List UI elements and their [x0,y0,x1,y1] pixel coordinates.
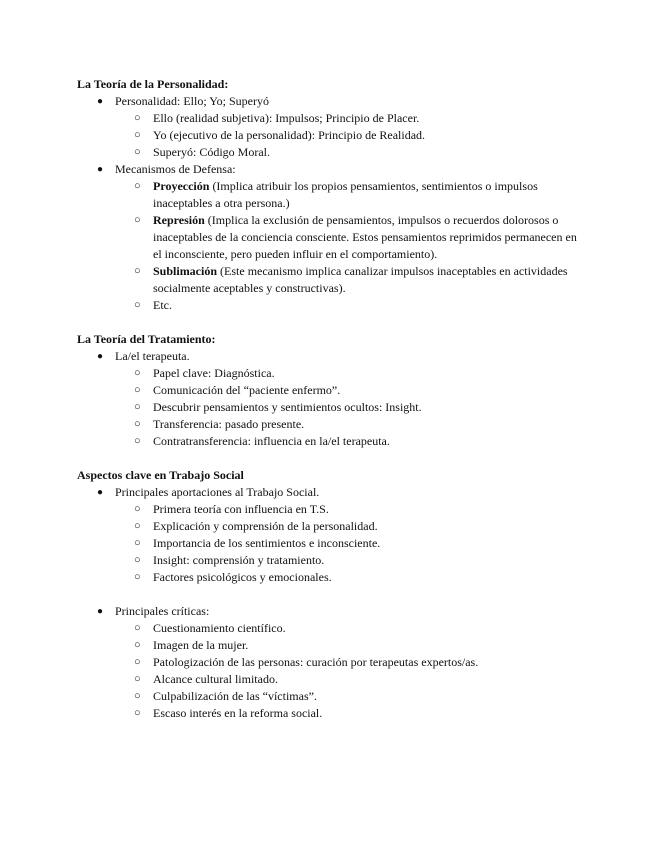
bullet-hollow-icon: ○ [134,299,141,311]
list-item-text: Mecanismos de Defensa: [115,162,236,176]
list-item-text: Principales críticas: [115,604,210,618]
sub-list [115,501,577,586]
sub-item-text: Explicación y comprensión de la personalidad. [153,519,378,533]
bullet-list [77,484,577,722]
bullet-hollow-icon: ○ [134,367,141,379]
sub-list [115,620,577,722]
bullet-filled-icon: ● [97,351,104,362]
bullet-hollow-icon: ○ [134,571,141,583]
sub-list-item [115,144,577,161]
sub-list-item [115,399,577,416]
bullet-hollow-icon: ○ [134,673,141,685]
sub-item-text: Patologización de las personas: curación por terapeutas expertos/as. [153,655,479,669]
bullet-list [77,348,577,450]
sub-list-item [115,518,577,535]
sub-item-text: (Este mecanismo implica canalizar impulsos inaceptables en actividades socialmente aceptables y constructivas). [153,264,568,295]
list-item [77,348,577,450]
sub-item-text: Papel clave: Diagnóstica. [153,366,275,380]
sub-item-text: Comunicación del “paciente enfermo”. [153,383,341,397]
bullet-hollow-icon: ○ [134,401,141,413]
sub-list-item [115,501,577,518]
list-item [77,603,577,722]
sub-list-item [115,297,577,314]
list-item [77,484,577,586]
bullet-filled-icon: ● [97,487,104,498]
sub-item-text: Alcance cultural limitado. [153,672,278,686]
sub-list-item [115,110,577,127]
bullet-hollow-icon: ○ [134,435,141,447]
sub-list [115,365,577,450]
term-repression: Represión [153,213,205,227]
section-personality-theory [77,76,577,314]
bullet-hollow-icon: ○ [134,639,141,651]
sub-item-text: (Implica atribuir los propios pensamientos, sentimientos o impulsos inaceptables a otra persona.) [153,179,538,210]
list-spacer [77,586,577,603]
sub-item-text: Descubrir pensamientos y sentimientos ocultos: Insight. [153,400,422,414]
sub-list [115,110,577,161]
sub-list-item [115,178,577,212]
sub-list-item [115,620,577,637]
bullet-list [77,93,577,314]
sub-item-text: Cuestionamiento científico. [153,621,286,635]
list-item-text: La/el terapeuta. [115,349,190,363]
list-item-text: Personalidad: Ello; Yo; Superyó [115,94,270,108]
bullet-hollow-icon: ○ [134,690,141,702]
bullet-filled-icon: ● [97,164,104,175]
sub-list-item [115,688,577,705]
sub-item-text: Ello (realidad subjetiva): Impulsos; Principio de Placer. [153,111,420,125]
bullet-hollow-icon: ○ [134,129,141,141]
sub-list-item [115,365,577,382]
bullet-hollow-icon: ○ [134,520,141,532]
sub-list-item [115,569,577,586]
sub-list-item [115,382,577,399]
bullet-hollow-icon: ○ [134,503,141,515]
list-item [77,161,577,314]
sub-item-text: Primera teoría con influencia en T.S. [153,502,329,516]
bullet-hollow-icon: ○ [134,265,141,277]
section-treatment-theory [77,331,577,450]
sub-list-item [115,671,577,688]
bullet-hollow-icon: ○ [134,622,141,634]
list-item [77,93,577,161]
sub-list-item [115,127,577,144]
sub-list-item [115,263,577,297]
bullet-hollow-icon: ○ [134,554,141,566]
sub-list-item [115,535,577,552]
sub-list-item [115,654,577,671]
bullet-hollow-icon: ○ [134,180,141,192]
bullet-hollow-icon: ○ [134,214,141,226]
bullet-hollow-icon: ○ [134,707,141,719]
sub-item-text: Yo (ejecutivo de la personalidad): Principio de Realidad. [153,128,426,142]
sub-item-text: Transferencia: pasado presente. [153,417,305,431]
section-heading: La Teoría de la Personalidad: [77,77,229,91]
sub-list-item [115,705,577,722]
bullet-filled-icon: ● [97,606,104,617]
bullet-hollow-icon: ○ [134,418,141,430]
bullet-hollow-icon: ○ [134,112,141,124]
sub-item-text: Factores psicológicos y emocionales. [153,570,332,584]
section-heading: La Teoría del Tratamiento: [77,332,216,346]
sub-list-item [115,212,577,263]
document-page [77,76,577,739]
term-sublimation: Sublimación [153,264,218,278]
bullet-hollow-icon: ○ [134,537,141,549]
sub-item-text: Contratransferencia: influencia en la/el terapeuta. [153,434,390,448]
sub-item-text: Culpabilización de las “víctimas”. [153,689,317,703]
bullet-hollow-icon: ○ [134,384,141,396]
sub-item-text: Superyó: Código Moral. [153,145,270,159]
sub-item-text: Importancia de los sentimientos e inconsciente. [153,536,381,550]
section-heading: Aspectos clave en Trabajo Social [77,468,244,482]
list-item-text: Principales aportaciones al Trabajo Social. [115,485,320,499]
sub-item-text: Insight: comprensión y tratamiento. [153,553,325,567]
sub-item-text: Escaso interés en la reforma social. [153,706,323,720]
sub-list [115,178,577,314]
bullet-hollow-icon: ○ [134,146,141,158]
bullet-hollow-icon: ○ [134,656,141,668]
sub-item-text: Etc. [153,298,172,312]
sub-list-item [115,552,577,569]
bullet-filled-icon: ● [97,96,104,107]
sub-item-text: Imagen de la mujer. [153,638,249,652]
sub-list-item [115,433,577,450]
sub-list-item [115,416,577,433]
sub-list-item [115,637,577,654]
sub-item-text: (Implica la exclusión de pensamientos, impulsos o recuerdos dolorosos o inaceptables de la conciencia consciente. Estos pensamientos reprimidos permanecen en el inconsciente, pero pueden influir en el comportamiento). [153,213,577,261]
term-projection: Proyección [153,179,210,193]
section-social-work-aspects [77,467,577,722]
